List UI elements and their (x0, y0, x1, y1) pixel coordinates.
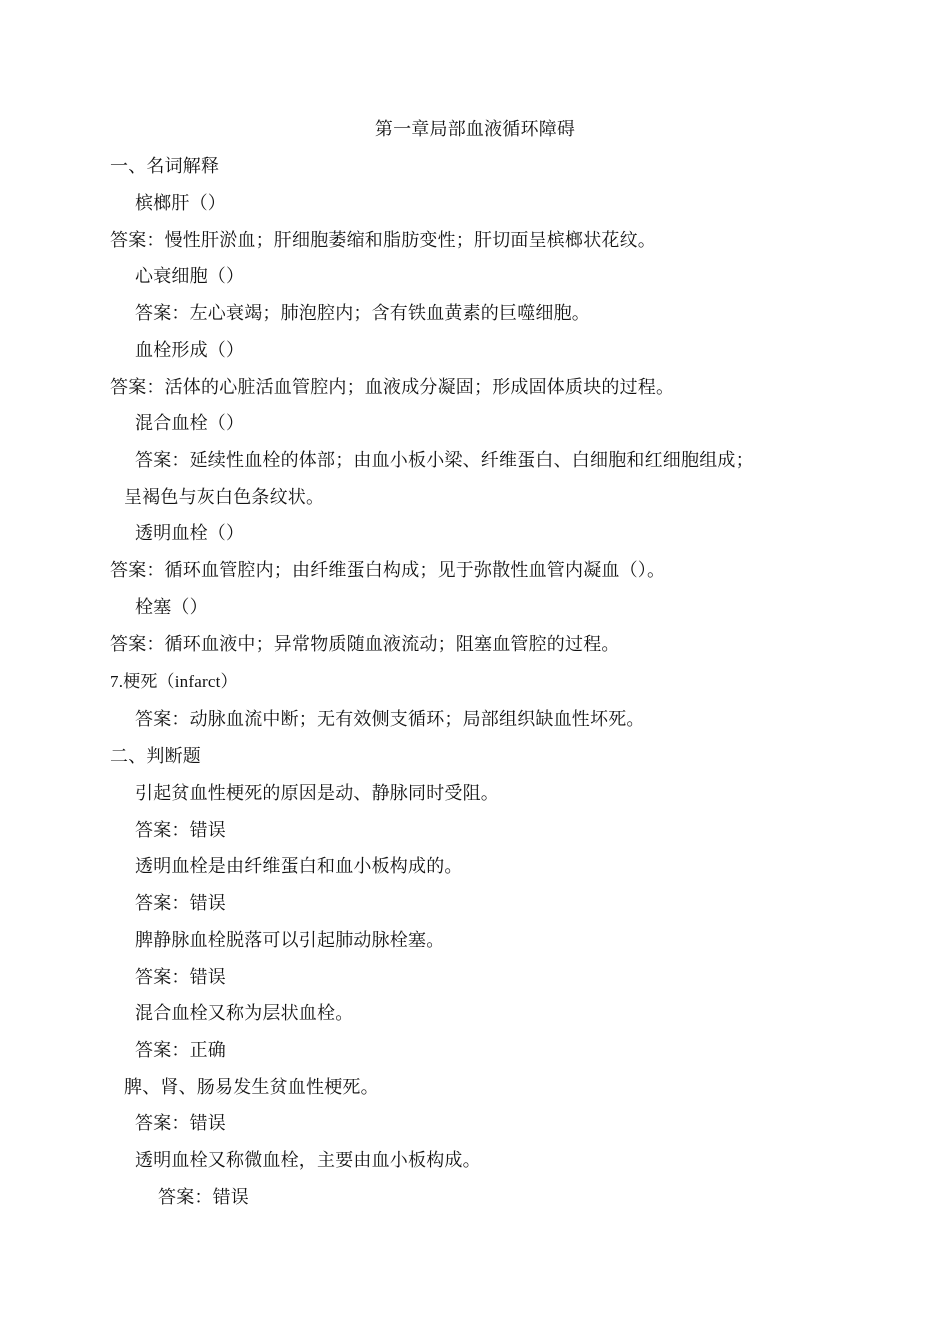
term-answer: 答案：左心衰竭；肺泡腔内；含有铁血黄素的巨噬细胞。 (135, 303, 590, 324)
term-answer: 答案：动脉血流中断；无有效侧支循环；局部组织缺血性坏死。 (135, 709, 645, 730)
section-heading-terms: 一、名词解释 (110, 156, 220, 177)
section-heading-true-false: 二、判断题 (110, 746, 201, 767)
term-question: 栓塞（） (135, 597, 208, 618)
tf-question: 脾静脉血栓脱落可以引起肺动脉栓塞。 (135, 930, 445, 951)
tf-question: 透明血栓又称微血栓，主要由血小板构成。 (135, 1150, 481, 1171)
term-answer: 答案：活体的心脏活血管腔内；血液成分凝固；形成固体质块的过程。 (110, 377, 675, 398)
term-question: 混合血栓（） (135, 413, 245, 434)
tf-answer: 答案：错误 (135, 820, 226, 841)
term-answer: 答案：延续性血栓的体部；由血小板小梁、纤维蛋白、白细胞和红细胞组成； (135, 450, 754, 471)
term-question: 心衰细胞（） (135, 266, 245, 287)
tf-question: 引起贫血性梗死的原因是动、静脉同时受阻。 (135, 783, 499, 804)
tf-answer: 答案：错误 (158, 1187, 249, 1208)
tf-answer: 答案：错误 (135, 1113, 226, 1134)
tf-answer: 答案：正确 (135, 1040, 226, 1061)
term-answer-continued: 呈褐色与灰白色条纹状。 (124, 487, 325, 508)
tf-answer: 答案：错误 (135, 893, 226, 914)
term-answer: 答案：循环血管腔内；由纤维蛋白构成；见于弥散性血管内凝血（）。 (110, 560, 666, 581)
term-question: 7.梗死（infarct） (110, 672, 238, 691)
term-question: 槟榔肝（） (135, 193, 226, 214)
term-question: 血栓形成（） (135, 340, 245, 361)
tf-question: 混合血栓又称为层状血栓。 (135, 1003, 354, 1024)
tf-question: 脾、肾、肠易发生贫血性梗死。 (124, 1077, 379, 1098)
tf-answer: 答案：错误 (135, 967, 226, 988)
term-answer: 答案：循环血液中；异常物质随血液流动；阻塞血管腔的过程。 (110, 634, 620, 655)
tf-question: 透明血栓是由纤维蛋白和血小板构成的。 (135, 856, 463, 877)
page-title: 第一章局部血液循环障碍 (374, 119, 576, 140)
term-question: 透明血栓（） (135, 523, 245, 544)
term-answer: 答案：慢性肝淤血；肝细胞萎缩和脂肪变性；肝切面呈槟榔状花纹。 (110, 230, 656, 251)
